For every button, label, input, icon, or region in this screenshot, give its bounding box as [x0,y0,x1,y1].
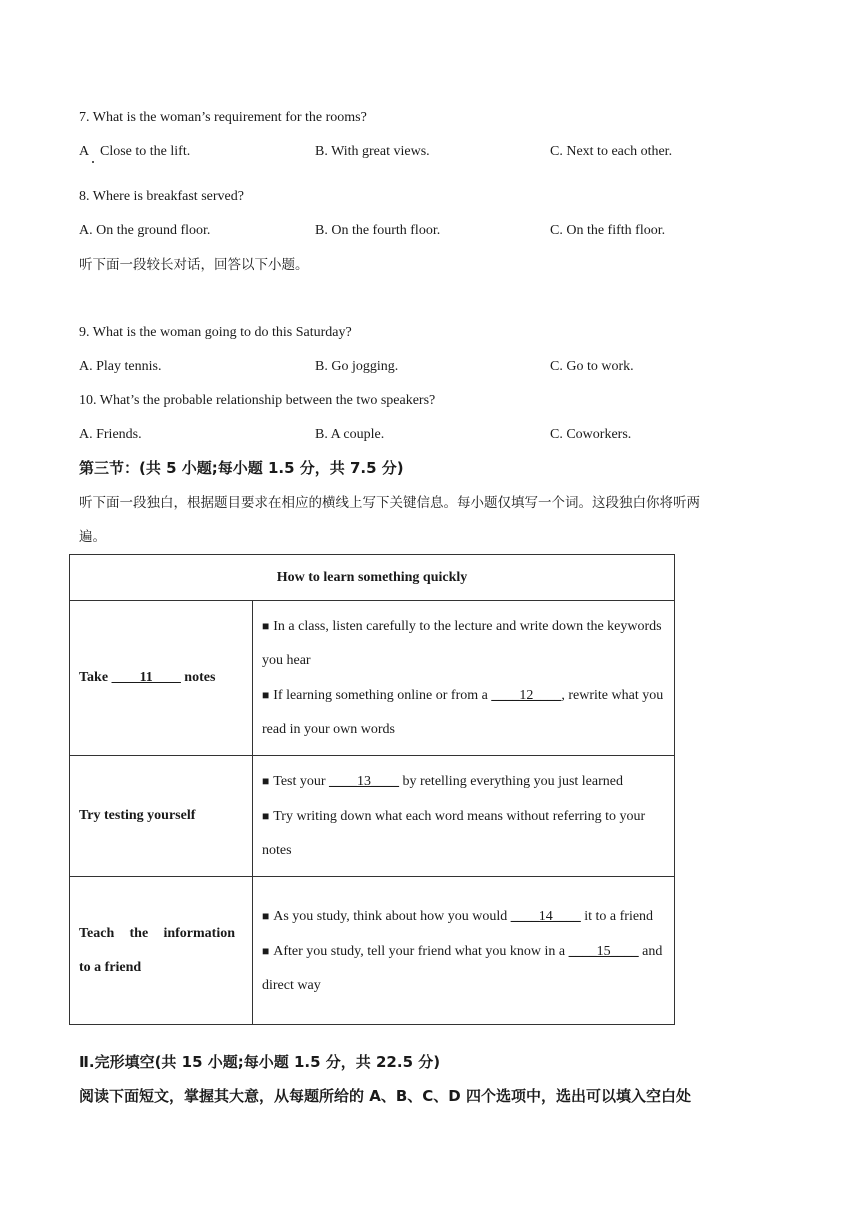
row3-left-line1: Teach the information [79,925,235,941]
row2-right-cell [253,756,675,877]
q9-option-c: C. Go to work. [550,359,634,374]
q8-option-b: B. On the fourth floor. [315,223,441,238]
row3-b2-pre: After you study, tell your friend what you know in a [273,943,569,959]
row1-bullet-2 [262,678,666,747]
row2-b1-post: by retelling everything you just learned [399,774,623,789]
bullet-icon: ■ [262,943,270,958]
bullet-icon: ■ [262,809,270,823]
q10-option-c: C. Coworkers. [550,427,632,442]
row2-left-cell: Try testing yourself [70,756,253,877]
q10-option-b: B. A couple. [315,427,385,442]
bullet-icon: ■ [262,908,270,923]
q8-option-a: A. On the ground floor. [79,223,211,238]
table-title: How to learn something quickly [70,555,675,601]
row1-left-post: notes [180,670,216,685]
part-2-heading: Ⅱ.完形填空(共 15 小题;每小题 1.5 分，共 22.5 分) [79,1053,441,1071]
section-3-heading: 第三节：(共 5 小题;每小题 1.5 分，共 7.5 分) [79,459,404,477]
row1-bullet-1 [262,609,666,678]
q8-option-c: C. On the fifth floor. [550,223,666,238]
row2-b1-pre: Test your [273,774,330,789]
row3-left-line2: to a friend [79,959,142,975]
blank-14: ____14____ [510,908,581,924]
row3-b2-post: and direct way [262,943,663,993]
row1-left-cell [70,601,253,756]
q9-option-b: B. Go jogging. [315,359,399,374]
blank-15: ____15____ [568,943,639,959]
question-7: 7. What is the woman’s requirement for the rooms? [79,110,367,125]
blank-13: ____13____ [329,774,400,789]
row3-b1-post: it to a friend [580,908,654,924]
blank-11: ____11____ [111,670,181,685]
row1-left-pre: Take [79,670,112,685]
row3-left-cell [70,877,253,1025]
q7-option-b: B. With great views. [315,144,430,159]
long-dialogue-instruction: 听下面一段较长对话，回答以下小题。 [79,257,309,273]
row3-bullet-1 [262,899,666,934]
part-2-instruction: 阅读下面短文，掌握其大意，从每题所给的 A、B、C、D 四个选项中，选出可以填入空白处 [79,1087,691,1105]
row3-b1-pre: As you study, think about how you would [273,908,511,924]
section-3-instruction-line2: 遍。 [79,529,106,545]
q10-option-a: A. Friends. [79,427,142,442]
q7-option-a: Close to the lift. [100,144,191,159]
q7-option-a-letter: A [79,144,90,159]
notes-table [69,554,675,1025]
question-10: 10. What’s the probable relationship between the two speakers? [79,393,436,408]
row1-b2-pre: If learning something online or from a [273,688,492,703]
option-dot-mark [92,161,94,163]
bullet-icon: ■ [262,774,270,788]
row1-b1-text: In a class, listen carefully to the lecture and write down the keywords you hear [262,619,662,668]
question-8: 8. Where is breakfast served? [79,189,244,204]
section-3-instruction-line1: 听下面一段独白，根据题目要求在相应的横线上写下关键信息。每小题仅填写一个词。这段独白你将听两 [79,495,700,511]
row1-right-cell [253,601,675,756]
blank-12: ____12____ [491,688,562,703]
row3-bullet-2 [262,934,666,1003]
row2-bullet-2 [262,799,666,868]
bullet-icon: ■ [262,619,270,633]
question-9: 9. What is the woman going to do this Saturday? [79,325,352,340]
row1-b2-post: , rewrite what you read in your own words [262,688,664,737]
q7-option-c: C. Next to each other. [550,144,673,159]
q9-option-a: A. Play tennis. [79,359,162,374]
row3-right-cell [253,877,675,1025]
bullet-icon: ■ [262,688,270,702]
row2-bullet-1 [262,764,666,799]
row2-b2-text: Try writing down what each word means without referring to your notes [262,809,646,858]
